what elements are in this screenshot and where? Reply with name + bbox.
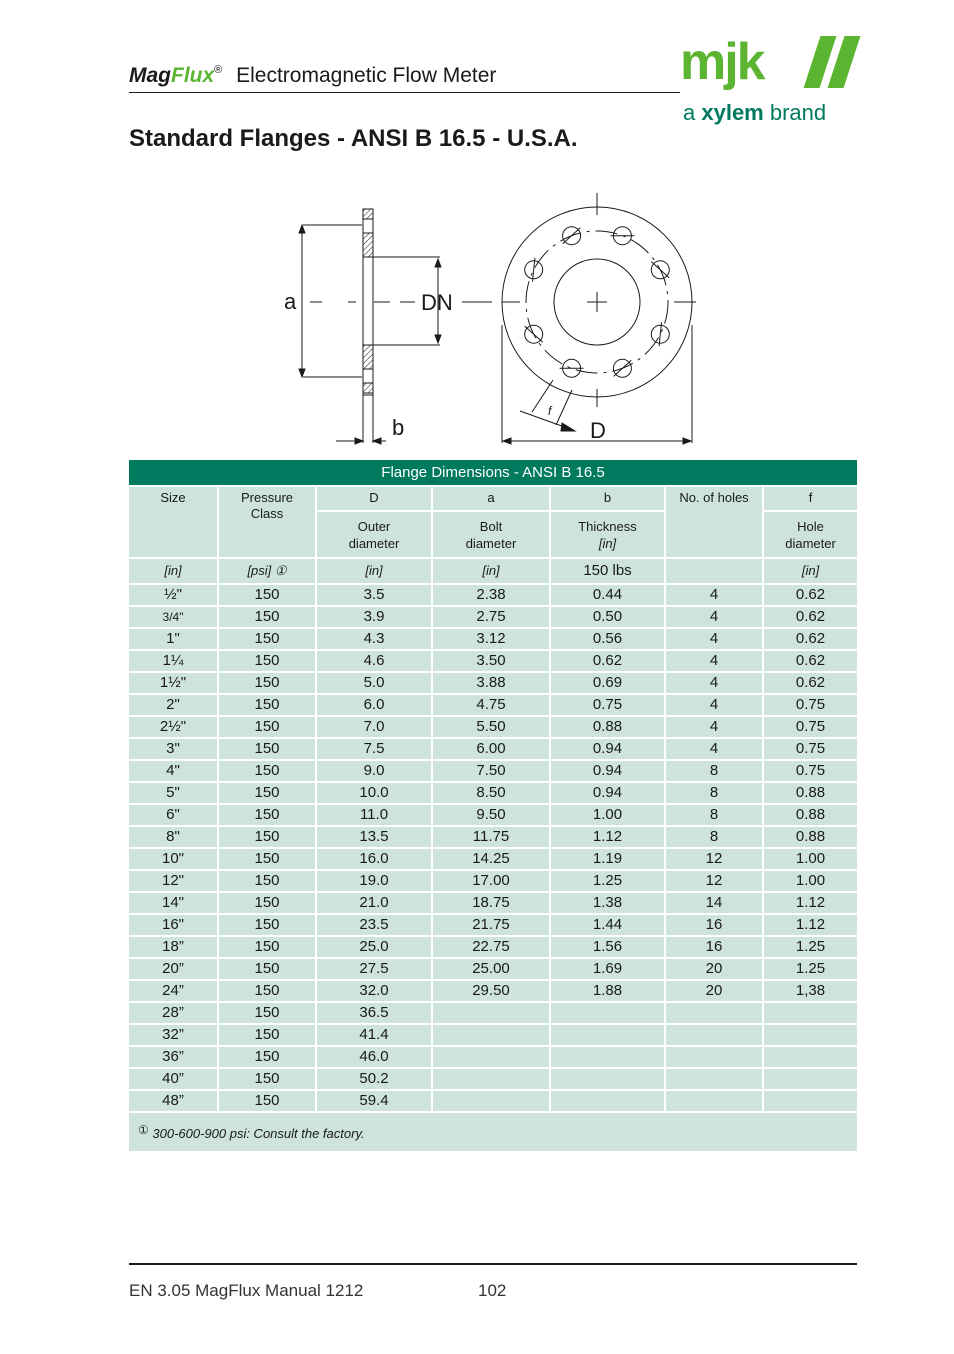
table-cell: 6.0 — [317, 695, 431, 715]
table-cell: 0.88 — [764, 783, 857, 803]
table-row — [129, 937, 857, 957]
table-cell: 7.0 — [317, 717, 431, 737]
table-cell — [433, 1069, 549, 1089]
table-cell: 1.44 — [551, 915, 664, 935]
col-b-sub-label: Thickness — [578, 519, 637, 534]
table-row — [129, 959, 857, 979]
table-cell: 6.00 — [433, 739, 549, 759]
table-cell: 14.25 — [433, 849, 549, 869]
table-cell: 3.50 — [433, 651, 549, 671]
table-cell: 16.0 — [317, 849, 431, 869]
table-cell: 27.5 — [317, 959, 431, 979]
table-cell: 0.88 — [551, 717, 664, 737]
table-cell: 3" — [129, 739, 217, 759]
col-b: b — [551, 487, 664, 510]
col-pressure-label: Pressure Class — [240, 490, 294, 521]
table-cell: 36.5 — [317, 1003, 431, 1023]
table-cell: 4 — [666, 629, 762, 649]
footer-rule — [129, 1263, 857, 1265]
table-cell: 0.56 — [551, 629, 664, 649]
logo-tag-suffix: brand — [763, 100, 827, 125]
table-cell: 4 — [666, 717, 762, 737]
table-cell — [764, 1047, 857, 1067]
page-number: 102 — [478, 1281, 507, 1300]
table-cell: 16" — [129, 915, 217, 935]
bolt-hole-axis — [659, 322, 661, 346]
table-cell: 150 — [219, 937, 315, 957]
footnote-mark: ① — [138, 1123, 149, 1137]
table-cell — [433, 1025, 549, 1045]
table-cell: 0.75 — [764, 761, 857, 781]
table-cell: 0.62 — [764, 607, 857, 627]
table-cell: 20 — [666, 981, 762, 1001]
mjk-logo — [680, 32, 858, 127]
table-row — [129, 607, 857, 627]
table-cell: 46.0 — [317, 1047, 431, 1067]
table-cell: 0.88 — [764, 805, 857, 825]
table-cell: 0.62 — [551, 651, 664, 671]
table-row — [129, 717, 857, 737]
table-cell: 150 — [219, 871, 315, 891]
table-cell: 18.75 — [433, 893, 549, 913]
table-cell: 19.0 — [317, 871, 431, 891]
table-cell: 150 — [219, 1091, 315, 1111]
table-cell: 22.75 — [433, 937, 549, 957]
table-cell: 1" — [129, 629, 217, 649]
table-row — [129, 629, 857, 649]
table-cell: 0.62 — [764, 629, 857, 649]
table-cell: 1.00 — [551, 805, 664, 825]
table-row — [129, 673, 857, 693]
table-footnote — [129, 1113, 857, 1151]
table-cell: 1.12 — [764, 893, 857, 913]
table-cell: 9.50 — [433, 805, 549, 825]
table-cell: 14" — [129, 893, 217, 913]
table-cell: 4 — [666, 607, 762, 627]
table-cell: 32.0 — [317, 981, 431, 1001]
logo-tagline — [683, 100, 826, 126]
table-cell: 12" — [129, 871, 217, 891]
table-cell: 5.50 — [433, 717, 549, 737]
bolt-hole-axis — [614, 360, 632, 376]
table-row — [129, 651, 857, 671]
logo-word: mjk — [680, 33, 764, 91]
table-row — [129, 761, 857, 781]
table-row — [129, 805, 857, 825]
col-size: Size — [129, 487, 217, 557]
table-cell — [666, 1091, 762, 1111]
table-cell: 8 — [666, 827, 762, 847]
col-d-sub — [317, 512, 431, 557]
table-cell — [764, 1025, 857, 1045]
table-row — [129, 893, 857, 913]
col-a-sub — [433, 512, 549, 557]
table-cell: 3/4" — [129, 607, 217, 627]
col-a: a — [433, 487, 549, 510]
table-cell: 0.94 — [551, 761, 664, 781]
table-cell: 5" — [129, 783, 217, 803]
table-cell: 1.00 — [764, 871, 857, 891]
flange-dimensions-table — [129, 458, 857, 1153]
table-cell — [764, 1069, 857, 1089]
table-cell: 28” — [129, 1003, 217, 1023]
logo-tag-bold: xylem — [701, 100, 764, 125]
table-cell: 1.25 — [551, 871, 664, 891]
table-cell: 150 — [219, 761, 315, 781]
table-cell: ½" — [129, 585, 217, 605]
table-row — [129, 1003, 857, 1023]
table-cell: 25.00 — [433, 959, 549, 979]
table-cell: 8 — [666, 761, 762, 781]
table-cell: 150 — [219, 651, 315, 671]
table-cell: 150 — [219, 739, 315, 759]
table-cell — [551, 1047, 664, 1067]
table-cell: 0.75 — [764, 717, 857, 737]
table-row — [129, 981, 857, 1001]
col-b-sub — [551, 512, 664, 557]
unit-d: [in] — [317, 559, 431, 583]
col-b-sub-unit: [in] — [598, 536, 617, 551]
registered-mark: ® — [214, 64, 223, 76]
col-f-sub — [764, 512, 857, 557]
table-cell: 14 — [666, 893, 762, 913]
table-cell: 36” — [129, 1047, 217, 1067]
label-a: a — [284, 289, 297, 314]
unit-holes — [666, 559, 762, 583]
table-cell: 150 — [219, 585, 315, 605]
table-cell: 7.50 — [433, 761, 549, 781]
table-cell: 150 — [219, 827, 315, 847]
table-cell: 48” — [129, 1091, 217, 1111]
table-cell: 0.69 — [551, 673, 664, 693]
table-cell: 2" — [129, 695, 217, 715]
table-cell: 150 — [219, 1025, 315, 1045]
unit-pressure: [psi] ① — [219, 559, 315, 583]
brand-mag: Mag — [129, 64, 171, 87]
table-cell: 2.38 — [433, 585, 549, 605]
table-cell: 23.5 — [317, 915, 431, 935]
table-cell: 1.00 — [764, 849, 857, 869]
page-title: Standard Flanges - ANSI B 16.5 - U.S.A. — [129, 125, 578, 152]
bolt-hole-axis — [525, 326, 543, 342]
table-cell: 13.5 — [317, 827, 431, 847]
units-row — [129, 559, 857, 583]
table-cell — [666, 1069, 762, 1089]
table-row — [129, 849, 857, 869]
table-body — [129, 585, 857, 1111]
table-cell: 1.69 — [551, 959, 664, 979]
footnote-text: 300-600-900 psi: Consult the factory. — [148, 1126, 365, 1141]
table-cell: 150 — [219, 959, 315, 979]
table-cell — [551, 1069, 664, 1089]
table-cell — [666, 1047, 762, 1067]
table-cell: 1.25 — [764, 959, 857, 979]
table-cell: 0.62 — [764, 585, 857, 605]
table-cell — [551, 1025, 664, 1045]
table-cell: 12 — [666, 871, 762, 891]
table-cell: 150 — [219, 981, 315, 1001]
table-cell: 41.4 — [317, 1025, 431, 1045]
flange-drawing — [270, 185, 710, 450]
col-holes: No. of holes — [666, 487, 762, 557]
table-cell — [433, 1003, 549, 1023]
table-cell: 150 — [219, 915, 315, 935]
table-cell: 150 — [219, 607, 315, 627]
table-cell: 150 — [219, 717, 315, 737]
table-row — [129, 915, 857, 935]
table-cell: 3.5 — [317, 585, 431, 605]
table-cell: 0.94 — [551, 739, 664, 759]
bolt-hole-axis — [563, 228, 581, 244]
unit-size: [in] — [129, 559, 217, 583]
table-cell: 0.50 — [551, 607, 664, 627]
table-cell: 0.62 — [764, 651, 857, 671]
table-caption: Flange Dimensions - ANSI B 16.5 — [129, 460, 857, 485]
table-cell: 8.50 — [433, 783, 549, 803]
table-cell: 150 — [219, 1047, 315, 1067]
col-f-sub-label: Hole diameter — [785, 519, 836, 551]
bolt-hole-axis — [651, 262, 669, 278]
label-b: b — [392, 415, 405, 440]
table-cell: 1.12 — [764, 915, 857, 935]
table-cell: 0.75 — [764, 739, 857, 759]
col-pressure — [219, 487, 315, 557]
table-cell: 150 — [219, 849, 315, 869]
table-cell: 12 — [666, 849, 762, 869]
table-cell: 4.3 — [317, 629, 431, 649]
table-row — [129, 1091, 857, 1111]
table-row — [129, 1069, 857, 1089]
table-row — [129, 739, 857, 759]
table-cell: 59.4 — [317, 1091, 431, 1111]
table-cell: 16 — [666, 937, 762, 957]
table-cell: 8" — [129, 827, 217, 847]
table-cell: 4 — [666, 695, 762, 715]
table-row — [129, 1025, 857, 1045]
table-cell: 3.9 — [317, 607, 431, 627]
col-d: D — [317, 487, 431, 510]
table-cell: 10.0 — [317, 783, 431, 803]
table-cell: 150 — [219, 1069, 315, 1089]
table-cell: 11.75 — [433, 827, 549, 847]
table-cell: 40” — [129, 1069, 217, 1089]
table-cell: 18” — [129, 937, 217, 957]
unit-a: [in] — [433, 559, 549, 583]
table-cell — [666, 1025, 762, 1045]
logo-tag-prefix: a — [683, 100, 702, 125]
table-cell: 24” — [129, 981, 217, 1001]
table-cell: 11.0 — [317, 805, 431, 825]
table-cell: 4 — [666, 585, 762, 605]
table-cell: 150 — [219, 695, 315, 715]
table-cell: 4.6 — [317, 651, 431, 671]
label-f: f — [548, 404, 552, 418]
table-cell: 6" — [129, 805, 217, 825]
table-cell: 29.50 — [433, 981, 549, 1001]
table-row — [129, 585, 857, 605]
table-cell: 1.12 — [551, 827, 664, 847]
col-d-sub-label: Outer diameter — [348, 519, 400, 551]
table-row — [129, 871, 857, 891]
table-cell: 1,38 — [764, 981, 857, 1001]
table-cell: 32” — [129, 1025, 217, 1045]
table-cell: 150 — [219, 783, 315, 803]
table-cell: 8 — [666, 783, 762, 803]
table-cell: 25.0 — [317, 937, 431, 957]
table-cell — [433, 1091, 549, 1111]
table-cell: 150 — [219, 673, 315, 693]
table-row — [129, 1047, 857, 1067]
table-cell: 8 — [666, 805, 762, 825]
table-cell: 1.25 — [764, 937, 857, 957]
table-cell: 1¼ — [129, 651, 217, 671]
table-cell: 0.88 — [764, 827, 857, 847]
table-cell: 20” — [129, 959, 217, 979]
table-cell: 7.5 — [317, 739, 431, 759]
label-dn: DN — [421, 290, 453, 315]
unit-f: [in] — [764, 559, 857, 583]
unit-b: 150 lbs — [551, 559, 664, 583]
table-cell — [764, 1091, 857, 1111]
table-cell: 4 — [666, 739, 762, 759]
header-subtitle: Electromagnetic Flow Meter — [236, 64, 497, 87]
table-row — [129, 695, 857, 715]
table-cell: 2½" — [129, 717, 217, 737]
product-brand — [129, 64, 496, 88]
brand-flux: Flux — [171, 64, 215, 87]
table-cell — [551, 1003, 664, 1023]
table-cell — [666, 1003, 762, 1023]
table-cell — [433, 1047, 549, 1067]
col-f: f — [764, 487, 857, 510]
table-cell: 1.38 — [551, 893, 664, 913]
table-cell: 5.0 — [317, 673, 431, 693]
table-cell: 150 — [219, 629, 315, 649]
table-cell — [764, 1003, 857, 1023]
table-row — [129, 827, 857, 847]
table-cell: 20 — [666, 959, 762, 979]
table-cell: 150 — [219, 805, 315, 825]
table-cell: 9.0 — [317, 761, 431, 781]
table-cell: 50.2 — [317, 1069, 431, 1089]
label-d: D — [590, 418, 606, 443]
table-cell: 150 — [219, 893, 315, 913]
table-cell: 0.75 — [551, 695, 664, 715]
table-cell: 0.94 — [551, 783, 664, 803]
table-cell: 0.62 — [764, 673, 857, 693]
table-cell: 4" — [129, 761, 217, 781]
table-cell: 0.44 — [551, 585, 664, 605]
table-cell: 1.88 — [551, 981, 664, 1001]
table-row — [129, 783, 857, 803]
table-cell: 150 — [219, 1003, 315, 1023]
table-cell: 1.19 — [551, 849, 664, 869]
table-cell: 21.0 — [317, 893, 431, 913]
table-cell: 4 — [666, 673, 762, 693]
table-cell: 0.75 — [764, 695, 857, 715]
table-cell: 10" — [129, 849, 217, 869]
table-cell: 4.75 — [433, 695, 549, 715]
footer-manual: EN 3.05 MagFlux Manual 1212 — [129, 1281, 364, 1300]
table-cell: 17.00 — [433, 871, 549, 891]
col-a-sub-label: Bolt diameter — [465, 519, 517, 551]
table-cell: 21.75 — [433, 915, 549, 935]
table-cell: 3.12 — [433, 629, 549, 649]
table-cell: 2.75 — [433, 607, 549, 627]
bolt-hole-axis — [533, 258, 535, 282]
table-cell: 3.88 — [433, 673, 549, 693]
table-cell: 1.56 — [551, 937, 664, 957]
table-cell: 1½" — [129, 673, 217, 693]
table-cell: 16 — [666, 915, 762, 935]
table-cell: 4 — [666, 651, 762, 671]
table-cell — [551, 1091, 664, 1111]
